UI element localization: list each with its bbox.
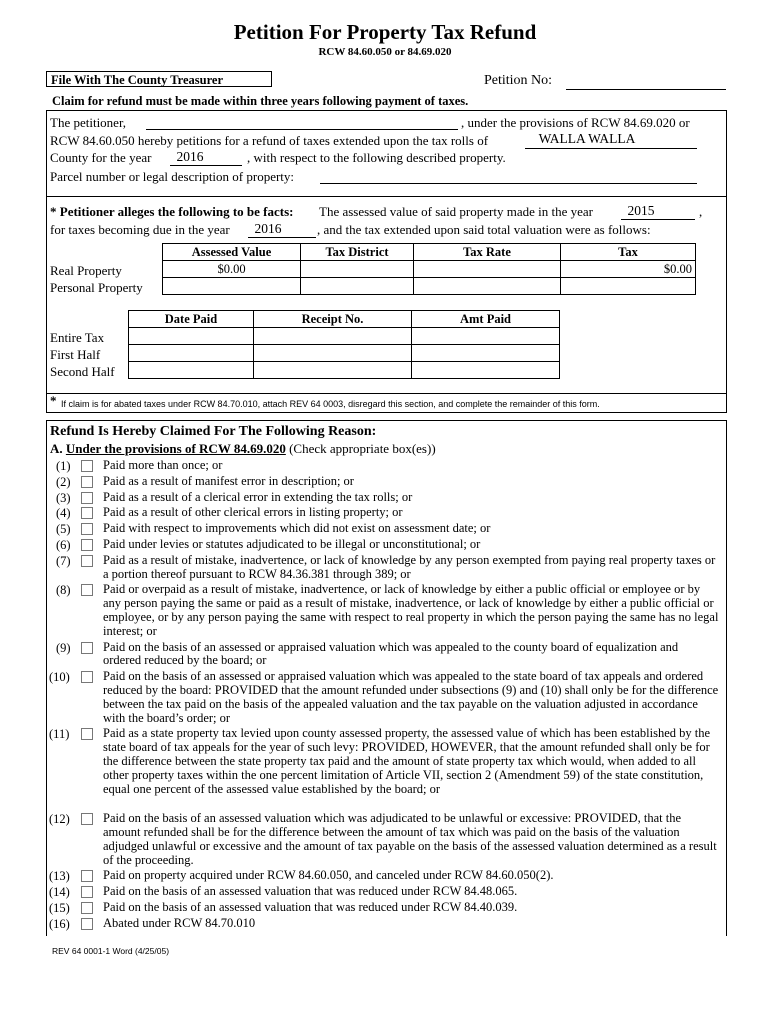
reason-text: Paid as a result of a clerical error in extending the tax rolls; or <box>103 489 413 504</box>
first-half-label: First Half <box>50 347 101 362</box>
reason-number: (6) <box>56 538 71 552</box>
year-field[interactable]: 2016 <box>176 149 204 164</box>
real-tax-district[interactable] <box>301 261 414 278</box>
reason-text: Paid or overpaid as a result of mistake, inadvertence, or lack of knowledge by either a public official or employee or by any person paying the same or paid as a result of mistake, inadvertence, or lack of knowledge by either a public official or employee, or by any person paying the same with respect to real property in which the person paying the same has no legal interest; or <box>103 582 719 638</box>
claim-notice: Claim for refund must be made within three years following payment of taxes. <box>52 94 469 108</box>
reasons-title: Refund Is Hereby Claimed For The Following Reason: <box>50 424 377 439</box>
entire-date[interactable] <box>129 328 254 345</box>
header-tax: Tax <box>561 244 696 261</box>
header-tax-rate: Tax Rate <box>414 244 561 261</box>
second-amt[interactable] <box>412 362 560 379</box>
reason-number: (7) <box>56 553 71 568</box>
due-year-line <box>248 237 316 238</box>
tax-extended-text: , and the tax extended upon said total valuation were as follows: <box>317 222 651 237</box>
note-star: * <box>50 393 57 408</box>
header-amt-paid: Amt Paid <box>412 311 560 328</box>
county-field-line <box>525 148 697 149</box>
reason-number: (15) <box>49 901 70 915</box>
reason-text: Paid as a result of manifest error in description; or <box>103 473 354 488</box>
reason-number: (9) <box>56 640 71 655</box>
real-tax[interactable]: $0.00 <box>561 261 696 278</box>
parcel-label: Parcel number or legal description of property: <box>50 169 295 184</box>
reason-text: Paid with respect to improvements which did not exist on assessment date; or <box>103 521 491 536</box>
section-a-prefix: A. <box>50 441 63 456</box>
first-date[interactable] <box>129 345 254 362</box>
parcel-field[interactable] <box>320 183 697 184</box>
reason-checkbox[interactable] <box>81 476 93 488</box>
real-property-label: Real Property <box>50 263 122 278</box>
entire-receipt[interactable] <box>254 328 412 345</box>
petitioner-provision-text: , under the provisions of RCW 84.69.020 or <box>461 115 690 130</box>
petition-no-field[interactable] <box>566 89 726 90</box>
reason-checkbox[interactable] <box>81 460 93 472</box>
reason-number: (2) <box>56 474 71 489</box>
header-receipt-no: Receipt No. <box>254 311 412 328</box>
reason-text: Paid as a state property tax levied upon county assessed property, the assessed value of which has been established by the state board of tax appeals for the year of such levy: PROVIDED, HOWEVER, that the amount refunded shall only be for the difference between the state property tax paid and the amount of state property tax which would, when added to all other property taxes within the one percent limitation of Article VII, section 2 (Amendment 59) of the state constitution, equal one percent of the assessed value established by the board; or <box>103 726 711 796</box>
petition-no-label: Petition No: <box>484 73 553 88</box>
note-divider <box>46 393 727 394</box>
reason-checkbox[interactable] <box>81 671 93 683</box>
first-amt[interactable] <box>412 345 560 362</box>
second-date[interactable] <box>129 362 254 379</box>
reason-checkbox[interactable] <box>81 886 93 898</box>
reason-text: Paid on the basis of an assessed or appraised valuation which was appealed to the state board of tax appeals and ordered reduced by the board: PROVIDED that the amount refunded under subsections (9) and (10) shall only be for the difference between the tax paid on the basis of the appealed valuation and the tax payable on the valuation adjusted in accordance with the board’s order; or <box>103 669 719 725</box>
reason-number: (11) <box>49 727 70 742</box>
reason-checkbox[interactable] <box>81 642 93 654</box>
section-a-heading <box>50 441 436 457</box>
reason-text: Paid on property acquired under RCW 84.60.050, and canceled under RCW 84.60.050(2). <box>103 868 554 883</box>
payments-table <box>128 310 560 379</box>
reason-text: Paid on the basis of an assessed or appraised valuation which was appealed to the county board of equalization and ordered reduced by the board; or <box>103 639 679 668</box>
reason-number: (8) <box>56 583 71 598</box>
reason-text: Paid as a result of other clerical errors in listing property; or <box>103 505 403 520</box>
assessed-year-field[interactable]: 2015 <box>627 203 655 218</box>
reason-checkbox[interactable] <box>81 539 93 551</box>
real-assessed-value[interactable]: $0.00 <box>163 261 301 278</box>
year-field-line <box>170 165 242 166</box>
second-receipt[interactable] <box>254 362 412 379</box>
petition-text: RCW 84.60.050 hereby petitions for a refund of taxes extended upon the tax rolls of <box>50 133 489 148</box>
personal-property-label: Personal Property <box>50 280 143 295</box>
section-a-instruction: (Check appropriate box(es)) <box>289 441 436 456</box>
reason-checkbox[interactable] <box>81 555 93 567</box>
reason-checkbox[interactable] <box>81 523 93 535</box>
reason-number: (14) <box>49 885 70 900</box>
first-receipt[interactable] <box>254 345 412 362</box>
form-id: REV 64 0001-1 Word (4/25/05) <box>52 946 170 956</box>
reason-checkbox[interactable] <box>81 492 93 504</box>
assessed-year-text: The assessed value of said property made in the year <box>319 204 593 219</box>
file-with-box: File With The County Treasurer <box>46 71 272 87</box>
personal-tax-district[interactable] <box>301 278 414 295</box>
real-tax-rate[interactable] <box>414 261 561 278</box>
personal-tax[interactable] <box>561 278 696 295</box>
facts-comma: , <box>699 204 703 219</box>
due-year-field[interactable]: 2016 <box>254 221 282 236</box>
reason-checkbox[interactable] <box>81 584 93 596</box>
personal-tax-rate[interactable] <box>414 278 561 295</box>
reason-number: (4) <box>56 506 71 521</box>
reason-checkbox[interactable] <box>81 902 93 914</box>
county-field[interactable]: WALLA WALLA <box>538 131 636 146</box>
facts-label: * Petitioner alleges the following to be facts: <box>50 204 294 219</box>
reason-number: (10) <box>49 670 70 685</box>
entire-tax-label: Entire Tax <box>50 330 105 345</box>
reason-number: (13) <box>49 869 70 884</box>
reason-text: Paid more than once; or <box>103 458 223 472</box>
page-title: Petition For Property Tax Refund <box>233 20 537 44</box>
reason-text: Paid on the basis of an assessed valuation which was adjudicated to be unlawful or excessive: PROVIDED, that the amount refunded shall be for the difference between the amount of tax which was paid on the basis of the valuation adjudged unlawful or excessive and the amount of tax payable on the basis of the assessed valuation determined as a result of the proceeding. <box>103 811 717 867</box>
assessed-year-line <box>621 219 695 220</box>
petitioner-label: The petitioner, <box>50 115 127 130</box>
petitioner-name-field[interactable] <box>146 129 458 130</box>
reason-text: Paid on the basis of an assessed valuation that was reduced under RCW 84.48.065. <box>103 884 518 899</box>
reason-number: (16) <box>49 916 70 931</box>
section-a-provision: Under the provisions of RCW 84.69.020 <box>65 441 286 456</box>
second-half-label: Second Half <box>50 364 115 379</box>
abated-note: If claim is for abated taxes under RCW 84.70.010, attach REV 64 0003, disregard this section, and complete the remainder of this form. <box>61 399 600 409</box>
entire-amt[interactable] <box>412 328 560 345</box>
header-tax-district: Tax District <box>301 244 414 261</box>
reason-checkbox[interactable] <box>81 507 93 519</box>
reason-number: (3) <box>56 490 71 505</box>
header-date-paid: Date Paid <box>129 311 254 328</box>
petitioner-divider <box>46 196 727 197</box>
reason-checkbox[interactable] <box>81 813 93 825</box>
reason-checkbox[interactable] <box>81 728 93 740</box>
due-year-text: for taxes becoming due in the year <box>50 222 230 237</box>
reason-number: (5) <box>56 522 71 537</box>
reason-text: Paid on the basis of an assessed valuation that was reduced under RCW 84.40.039. <box>103 900 518 914</box>
reason-text: Paid as a result of mistake, inadvertence, or lack of knowledge by any person exempted from paying real property taxes or a portion thereof pursuant to RCW 84.36.381 through 389; or <box>103 552 716 581</box>
assessed-value-table <box>162 243 696 295</box>
reason-number: (1) <box>56 459 71 473</box>
page-subtitle: RCW 84.60.050 or 84.69.020 <box>318 46 452 58</box>
reason-text: Abated under RCW 84.70.010 <box>103 915 256 930</box>
property-described-text: , with respect to the following described property. <box>247 150 506 165</box>
reason-checkbox[interactable] <box>81 870 93 882</box>
reason-number: (12) <box>49 812 70 827</box>
header-assessed-value: Assessed Value <box>163 244 301 261</box>
reason-checkbox[interactable] <box>81 918 93 930</box>
personal-assessed-value[interactable] <box>163 278 301 295</box>
reason-text: Paid under levies or statutes adjudicated to be illegal or unconstitutional; or <box>103 537 481 551</box>
county-year-label: County for the year <box>50 150 152 165</box>
